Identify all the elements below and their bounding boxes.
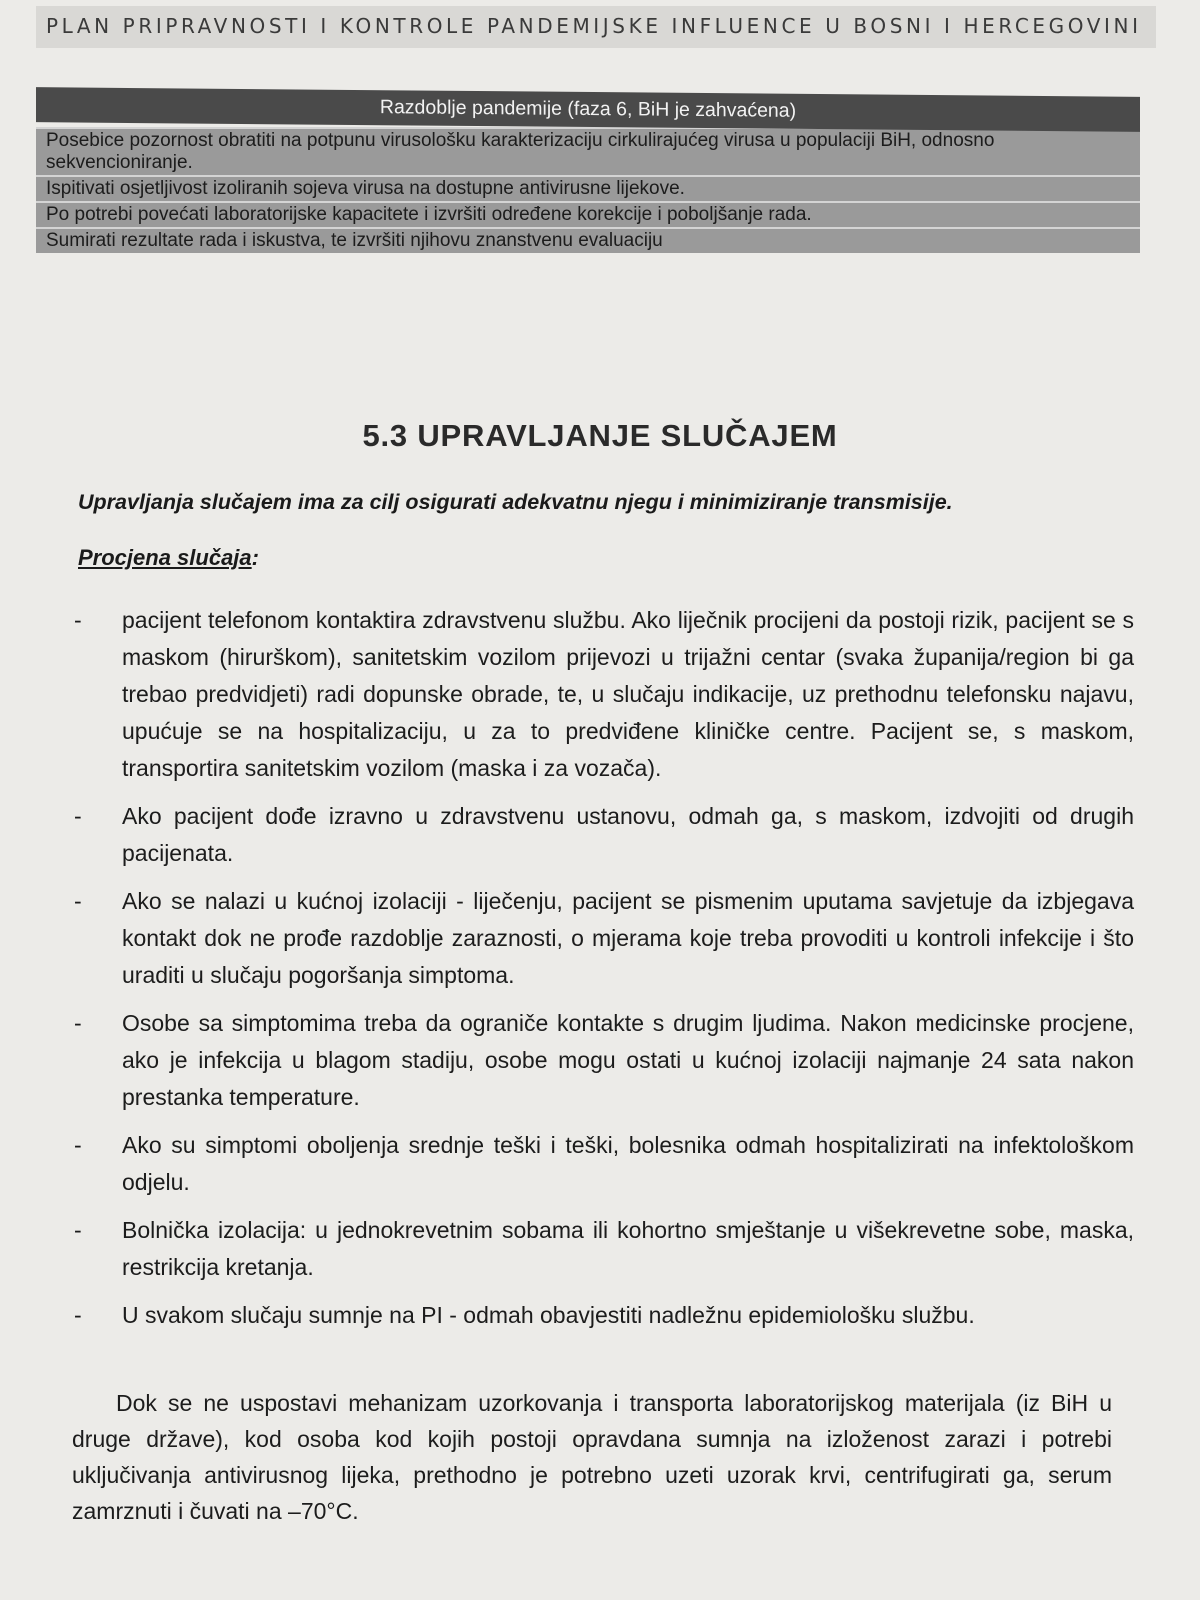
running-header-title: PLAN PRIPRAVNOSTI I KONTROLE PANDEMIJSKE INFLUENCE U BOSNI I HERCEGOVINI bbox=[46, 14, 1142, 38]
list-item-text: U svakom slučaju sumnje na PI - odmah obavjestiti nadležnu epidemiološku službu. bbox=[122, 1302, 975, 1328]
bullet-dash: - bbox=[74, 1010, 82, 1036]
bullet-dash: - bbox=[74, 1132, 82, 1158]
closing-paragraph: Dok se ne uspostavi mehanizam uzorkovanja i transporta laboratorijskog materijala (iz BiH u druge države), kod osoba kod kojih postoji opravdana sumnja na izloženost zarazi i potrebi uključivanja antivirusnog lijeka, prethodno je potrebno uzeti uzorak krvi, centrifugirati ga, serum zamrznuti i čuvati na –70°C. bbox=[72, 1390, 1112, 1524]
bullet-dash: - bbox=[74, 803, 82, 829]
bullet-dash: - bbox=[74, 1302, 82, 1328]
list-item bbox=[72, 798, 1134, 872]
list-item bbox=[72, 1127, 1134, 1201]
phase-table-row: Po potrebi povećati laboratorijske kapacitete i izvršiti određene korekcije i poboljšanje rada. bbox=[36, 201, 1140, 227]
assessment-label-text: Procjena slučaja bbox=[78, 545, 252, 570]
running-header bbox=[36, 6, 1156, 48]
bullet-dash: - bbox=[74, 1217, 82, 1243]
list-item bbox=[72, 1212, 1134, 1286]
list-item-text: Bolnička izolacija: u jednokrevetnim sobama ili kohortno smještanje u višekrevetne sobe, maska, restrikcija kretanja. bbox=[122, 1217, 1134, 1280]
section-title: 5.3 UPRAVLJANJE SLUČAJEM bbox=[362, 418, 838, 453]
assessment-label-colon: : bbox=[251, 545, 259, 570]
phase-table-row: Posebice pozornost obratiti na potpunu virusološku karakterizaciju cirkulirajućeg virusa u populaciji BiH, odnosno sekvencioniranje. bbox=[36, 127, 1140, 175]
phase-table-row: Ispitivati osjetljivost izoliranih sojeva virusa na dostupne antivirusne lijekove. bbox=[36, 175, 1140, 201]
phase-table-row: Sumirati rezultate rada i iskustva, te izvršiti njihovu znanstvenu evaluaciju bbox=[36, 227, 1140, 253]
section-intro: Upravljanja slučajem ima za cilj osigurati adekvatnu njegu i minimiziranje transmisije. bbox=[78, 490, 953, 514]
list-item-text: Ako su simptomi oboljenja srednje teški i teški, bolesnika odmah hospitalizirati na infektološkom odjelu. bbox=[122, 1132, 1134, 1195]
pandemic-phase-table bbox=[36, 92, 1140, 253]
list-item bbox=[72, 1005, 1134, 1116]
list-item-text: Ako pacijent dođe izravno u zdravstvenu ustanovu, odmah ga, s maskom, izdvojiti od drugih pacijenata. bbox=[122, 803, 1134, 866]
list-item bbox=[72, 602, 1134, 787]
assessment-label bbox=[78, 545, 259, 571]
list-item bbox=[72, 1297, 1134, 1334]
bullet-dash: - bbox=[74, 888, 82, 914]
list-item-text: Ako se nalazi u kućnoj izolaciji - liječenju, pacijent se pismenim uputama savjetuje da izbjegava kontakt dok ne prođe razdoblje zaraznosti, o mjerama koje treba provoditi u kontroli infekcije i što uraditi u slučaju pogoršanja simptoma. bbox=[122, 888, 1134, 988]
bullet-dash: - bbox=[74, 607, 82, 633]
assessment-list bbox=[72, 602, 1134, 1345]
phase-table-heading: Razdoblje pandemije (faza 6, BiH je zahvaćena) bbox=[36, 87, 1140, 132]
list-item-text: pacijent telefonom kontaktira zdravstvenu službu. Ako liječnik procijeni da postoji rizik, pacijent se s maskom (hirurškom), sanitetskim vozilom prijevozi u trijažni centar (svaka županija/region bi ga trebao predvidjeti) radi dopunske obrade, te, u slučaju indikacije, uz prethodnu telefonsku najavu, upućuje se na hospitalizaciju, u za to predviđene kliničke centre. Pacijent se, s maskom, transportira sanitetskim vozilom (maska i za vozača). bbox=[122, 607, 1134, 781]
list-item-text: Osobe sa simptomima treba da ograniče kontakte s drugim ljudima. Nakon medicinske procjene, ako je infekcija u blagom stadiju, osobe mogu ostati u kućnoj izolaciji najmanje 24 sata nakon prestanka temperature. bbox=[122, 1010, 1134, 1110]
list-item bbox=[72, 883, 1134, 994]
